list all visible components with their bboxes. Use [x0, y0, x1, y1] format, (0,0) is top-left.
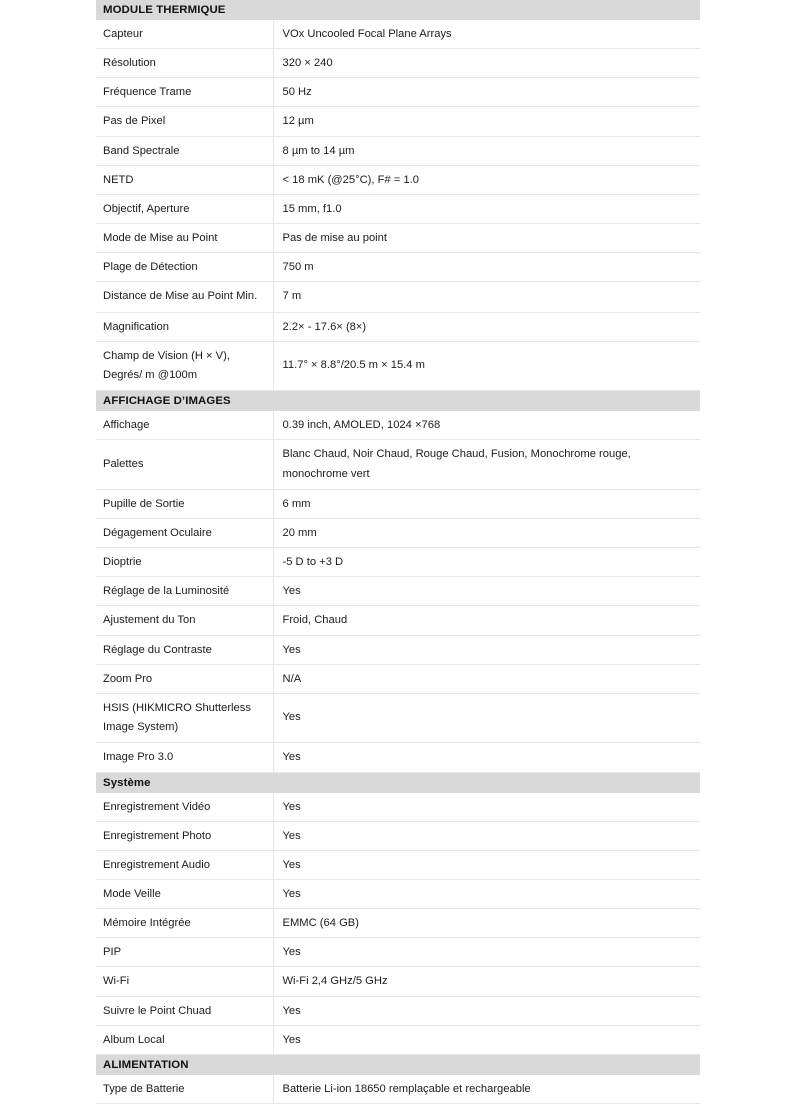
section-header-row: [96, 0, 700, 20]
spec-value: Yes: [273, 938, 700, 967]
spec-value: < 18 mK (@25°C), F# = 1.0: [273, 165, 700, 194]
spec-value: -5 D to +3 D: [273, 548, 700, 577]
spec-label: Magnification: [96, 312, 273, 341]
spec-label: Plage de Détection: [96, 253, 273, 282]
spec-label: Band Spectrale: [96, 136, 273, 165]
spec-value: N/A: [273, 664, 700, 693]
table-row: [96, 635, 700, 664]
spec-label: Album Local: [96, 1025, 273, 1054]
spec-label: Champ de Vision (H × V), Degrés/ m @100m: [96, 341, 273, 391]
spec-label: Type de Batterie: [96, 1075, 273, 1104]
table-row: [96, 743, 700, 772]
spec-label: Palettes: [96, 440, 273, 490]
spec-label: Pupille de Sortie: [96, 489, 273, 518]
spec-label: PIP: [96, 938, 273, 967]
spec-value: Yes: [273, 577, 700, 606]
spec-value: Yes: [273, 879, 700, 908]
specification-table-body: [96, 0, 700, 1103]
spec-label: Zoom Pro: [96, 664, 273, 693]
spec-value: Yes: [273, 793, 700, 822]
spec-value: Blanc Chaud, Noir Chaud, Rouge Chaud, Fusion, Monochrome rouge, monochrome vert: [273, 440, 700, 490]
specification-table: [96, 0, 700, 1104]
section-header-title: Système: [96, 772, 700, 793]
spec-label: Mode Veille: [96, 879, 273, 908]
spec-value: Froid, Chaud: [273, 606, 700, 635]
spec-value: Yes: [273, 821, 700, 850]
spec-label: Suivre le Point Chuad: [96, 996, 273, 1025]
table-row: [96, 282, 700, 312]
spec-label: Dégagement Oculaire: [96, 519, 273, 548]
spec-label: Mémoire Intégrée: [96, 909, 273, 938]
table-row: [96, 489, 700, 518]
section-header-title: ALIMENTATION: [96, 1054, 700, 1075]
spec-label: NETD: [96, 165, 273, 194]
spec-label: Enregistrement Audio: [96, 850, 273, 879]
spec-label: Enregistrement Photo: [96, 821, 273, 850]
table-row: [96, 253, 700, 282]
specification-sheet: [96, 0, 700, 1104]
table-row: [96, 78, 700, 107]
table-row: [96, 223, 700, 252]
table-row: [96, 1025, 700, 1054]
spec-value: Batterie Li-ion 18650 remplaçable et rechargeable: [273, 1075, 700, 1104]
table-row: [96, 312, 700, 341]
spec-label: Résolution: [96, 49, 273, 78]
spec-value: EMMC (64 GB): [273, 909, 700, 938]
spec-label: Wi-Fi: [96, 967, 273, 996]
spec-value: Pas de mise au point: [273, 223, 700, 252]
spec-value: Yes: [273, 743, 700, 772]
table-row: [96, 793, 700, 822]
spec-value: Yes: [273, 996, 700, 1025]
spec-value: Yes: [273, 850, 700, 879]
spec-value: Wi-Fi 2,4 GHz/5 GHz: [273, 967, 700, 996]
table-row: [96, 107, 700, 136]
table-row: [96, 938, 700, 967]
spec-value: Yes: [273, 693, 700, 743]
spec-value: 6 mm: [273, 489, 700, 518]
table-row: [96, 693, 700, 743]
table-row: [96, 577, 700, 606]
table-row: [96, 996, 700, 1025]
table-row: [96, 879, 700, 908]
table-row: [96, 909, 700, 938]
spec-label: Objectif, Aperture: [96, 194, 273, 223]
spec-label: Affichage: [96, 411, 273, 440]
table-row: [96, 821, 700, 850]
spec-label: Pas de Pixel: [96, 107, 273, 136]
spec-label: Capteur: [96, 20, 273, 49]
table-row: [96, 194, 700, 223]
spec-value: 750 m: [273, 253, 700, 282]
spec-value: 11.7° × 8.8°/20.5 m × 15.4 m: [273, 341, 700, 391]
spec-label: Image Pro 3.0: [96, 743, 273, 772]
spec-value: Yes: [273, 1025, 700, 1054]
spec-value: 0.39 inch, AMOLED, 1024 ×768: [273, 411, 700, 440]
spec-value: 7 m: [273, 282, 700, 312]
table-row: [96, 664, 700, 693]
section-header-row: [96, 1054, 700, 1075]
section-header-row: [96, 772, 700, 793]
table-row: [96, 165, 700, 194]
table-row: [96, 606, 700, 635]
section-header-title: AFFICHAGE D’IMAGES: [96, 391, 700, 412]
table-row: [96, 519, 700, 548]
section-header-row: [96, 391, 700, 412]
section-header-title: MODULE THERMIQUE: [96, 0, 700, 20]
table-row: [96, 411, 700, 440]
spec-label: Dioptrie: [96, 548, 273, 577]
table-row: [96, 967, 700, 996]
spec-value: Yes: [273, 635, 700, 664]
spec-label: Ajustement du Ton: [96, 606, 273, 635]
table-row: [96, 850, 700, 879]
table-row: [96, 440, 700, 490]
spec-label: Mode de Mise au Point: [96, 223, 273, 252]
spec-label: Distance de Mise au Point Min.: [96, 282, 273, 312]
spec-value: 15 mm, f1.0: [273, 194, 700, 223]
table-row: [96, 49, 700, 78]
spec-value: 50 Hz: [273, 78, 700, 107]
table-row: [96, 136, 700, 165]
spec-label: Réglage du Contraste: [96, 635, 273, 664]
spec-label: Fréquence Trame: [96, 78, 273, 107]
spec-value: VOx Uncooled Focal Plane Arrays: [273, 20, 700, 49]
spec-label: Réglage de la Luminosité: [96, 577, 273, 606]
spec-value: 320 × 240: [273, 49, 700, 78]
spec-value: 2.2× - 17.6× (8×): [273, 312, 700, 341]
table-row: [96, 20, 700, 49]
table-row: [96, 548, 700, 577]
spec-label: HSIS (HIKMICRO Shutterless Image System): [96, 693, 273, 743]
spec-label: Enregistrement Vidéo: [96, 793, 273, 822]
table-row: [96, 1075, 700, 1104]
table-row: [96, 341, 700, 391]
spec-value: 20 mm: [273, 519, 700, 548]
spec-value: 8 µm to 14 µm: [273, 136, 700, 165]
spec-value: 12 µm: [273, 107, 700, 136]
